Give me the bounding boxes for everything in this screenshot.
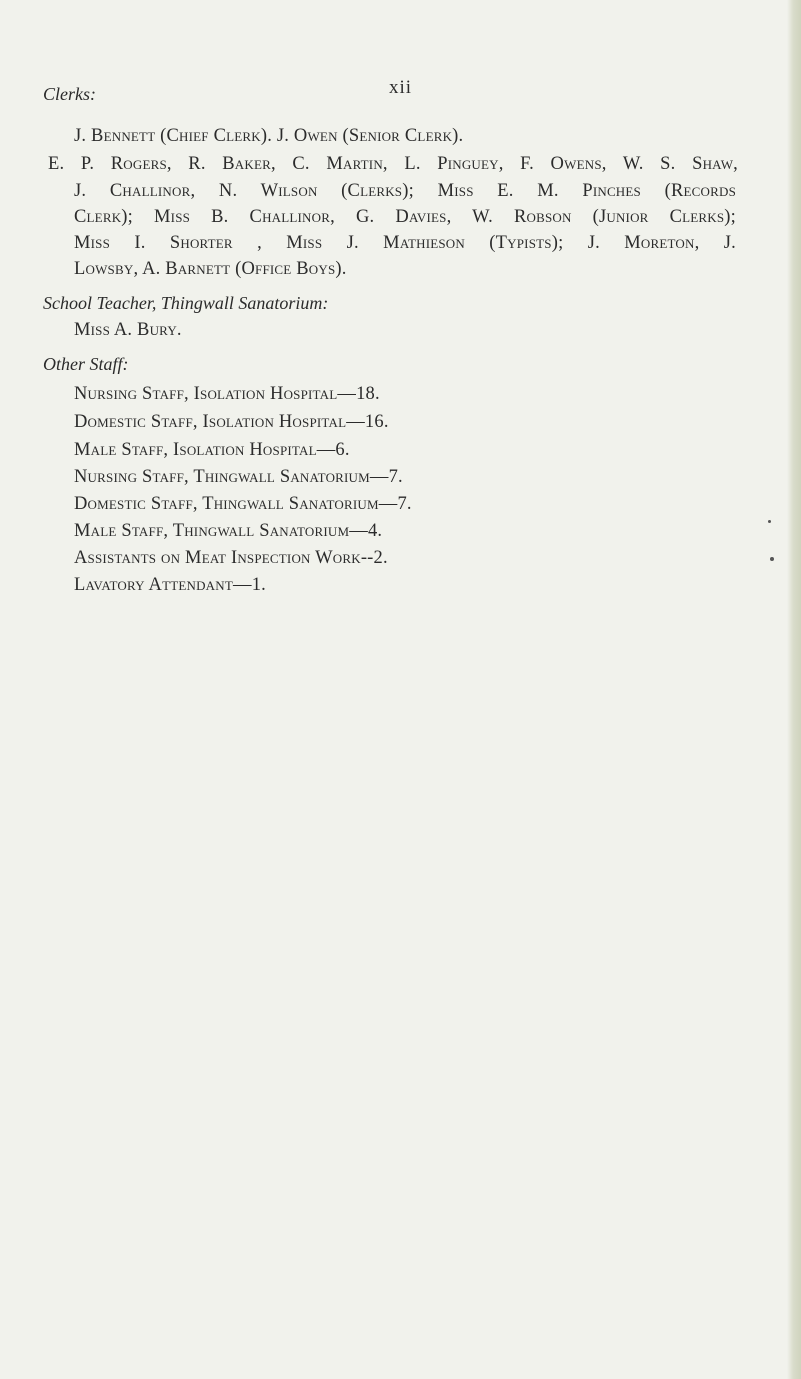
other-staff-line-3: Male Staff, Isolation Hospital—6. <box>74 440 350 460</box>
other-staff-line-2: Domestic Staff, Isolation Hospital—16. <box>74 412 389 432</box>
other-staff-line-7: Assistants on Meat Inspection Work--2. <box>74 548 388 568</box>
clerks-heading: Clerks: <box>43 84 96 104</box>
page-number: xii <box>388 77 413 98</box>
clerks-line-4: Clerk); Miss B. Challinor, G. Davies, W. Robson (Junior Clerks); <box>74 207 736 227</box>
ink-speck <box>770 557 774 561</box>
clerks-line-2: E. P. Rogers, R. Baker, C. Martin, L. Pinguey, F. Owens, W. S. Shaw, <box>48 154 738 174</box>
other-staff-line-5: Domestic Staff, Thingwall Sanatorium—7. <box>74 494 412 514</box>
school-teacher-heading: School Teacher, Thingwall Sanatorium: <box>43 293 329 313</box>
other-staff-heading: Other Staff: <box>43 354 129 374</box>
clerks-line-5: Miss I. Shorter , Miss J. Mathieson (Typists); J. Moreton, J. <box>74 233 736 253</box>
clerks-line-6: Lowsby, A. Barnett (Office Boys). <box>74 259 347 279</box>
other-staff-line-4: Nursing Staff, Thingwall Sanatorium—7. <box>74 467 403 487</box>
ink-speck <box>768 520 771 523</box>
clerks-line-1: J. Bennett (Chief Clerk). J. Owen (Senior Clerk). <box>74 126 464 146</box>
clerks-line-3: J. Challinor, N. Wilson (Clerks); Miss E. M. Pinches (Records <box>74 181 736 201</box>
page-edge-shadow <box>787 0 801 1379</box>
other-staff-line-6: Male Staff, Thingwall Sanatorium—4. <box>74 521 383 541</box>
school-teacher-line-1: Miss A. Bury. <box>74 320 182 340</box>
other-staff-line-1: Nursing Staff, Isolation Hospital—18. <box>74 384 380 404</box>
other-staff-line-8: Lavatory Attendant—1. <box>74 575 266 595</box>
